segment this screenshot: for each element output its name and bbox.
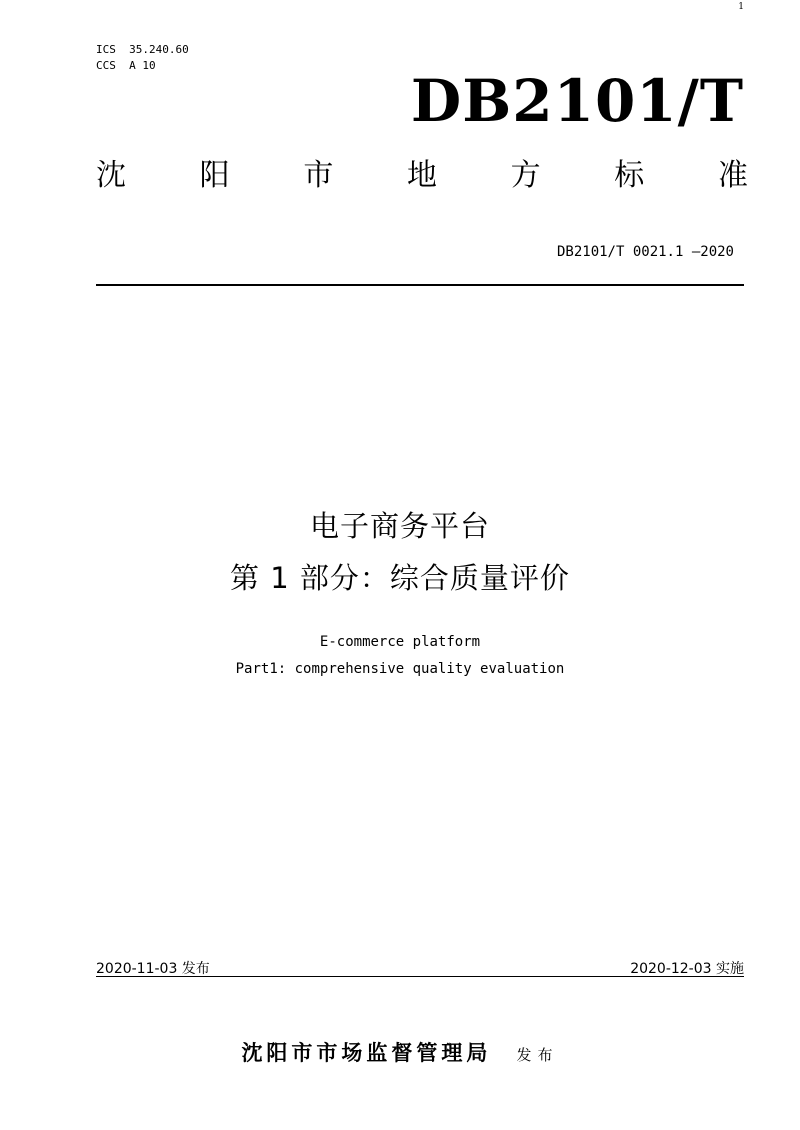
page-number: 1	[738, 2, 744, 12]
classification-codes	[96, 42, 189, 74]
title-en-line1: E-commerce platform	[319, 634, 481, 650]
ccs-code: CCS A 10	[96, 59, 156, 72]
standard-number: DB2101/T 0021.1 —2020	[556, 244, 734, 260]
standard-type-heading	[96, 156, 748, 196]
publisher-name: 沈阳市市场监督管理局	[241, 1041, 492, 1065]
standard-type-char: 准	[717, 158, 748, 193]
standard-type-char: 阳	[199, 158, 230, 193]
standard-code-large: DB2101/T	[410, 67, 744, 135]
standard-type-char: 方	[510, 158, 541, 193]
ics-code: ICS 35.240.60	[96, 43, 189, 56]
issue-date: 2020-11-03 发布	[96, 961, 210, 977]
standard-type-char: 标	[614, 158, 645, 193]
publish-label: 发布	[516, 1046, 559, 1064]
standard-type-char: 沈	[96, 158, 126, 193]
standard-type-char: 地	[406, 158, 437, 193]
header-divider	[96, 284, 744, 286]
title-en-line2: Part1: comprehensive quality evaluation	[235, 661, 565, 677]
title-cn-line2: 第 1 部分：综合质量评价	[230, 561, 570, 595]
publisher-row	[0, 1037, 800, 1067]
standard-type-char: 市	[303, 158, 334, 193]
implementation-date: 2020-12-03 实施	[630, 961, 744, 977]
date-underline	[96, 976, 744, 977]
title-cn-line1: 电子商务平台	[309, 509, 490, 543]
